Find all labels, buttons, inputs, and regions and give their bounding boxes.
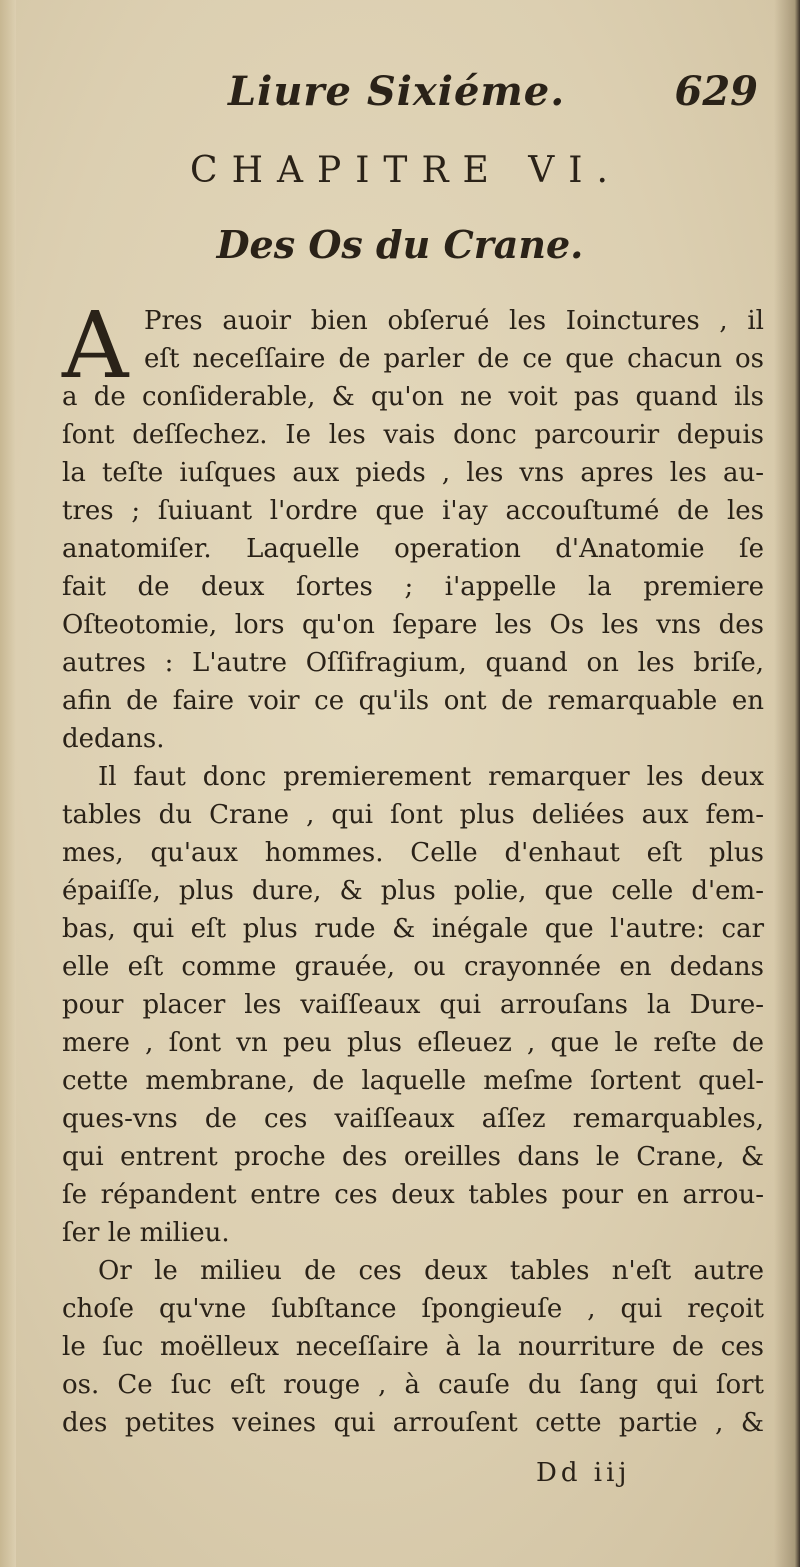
text-line: anatomiſer. Laquelle operation d'Anatomie ſe — [62, 534, 764, 564]
body-text — [62, 292, 764, 1442]
text-line: la teſte iuſques aux pieds , les vns apres les au- — [62, 458, 764, 488]
drop-cap: A — [62, 292, 129, 399]
text-line: elle eſt comme grauée, ou crayonnée en dedans — [62, 952, 764, 982]
text-line: dedans. — [62, 724, 165, 754]
text-line: autres : L'autre Oſſifragium, quand on les briſe, — [62, 648, 764, 678]
text-line: ſe répandent entre ces deux tables pour en arrou- — [62, 1180, 764, 1210]
text-line: ſer le milieu. — [62, 1218, 230, 1248]
text-line: afin de faire voir ce qu'ils ont de remarquable en — [62, 686, 764, 716]
text-line: des petites veines qui arrouſent cette partie , & — [62, 1408, 764, 1438]
running-title: Liure Sixiéme. — [228, 68, 566, 115]
text-line: tres ; ſuiuant l'ordre que i'ay accouſtumé de les — [62, 496, 764, 526]
text-line: pour placer les vaiſſeaux qui arrouſans la Dure- — [62, 990, 764, 1020]
text-line: mes, qu'aux hommes. Celle d'enhaut eſt plus — [62, 838, 764, 868]
catchword: Dd iij — [536, 1458, 631, 1488]
text-line: épaiſſe, plus dure, & plus polie, que celle d'em- — [62, 876, 764, 906]
text-line: Pres auoir bien obſerué les Ioinctures , il — [144, 306, 764, 336]
text-line: fait de deux ſortes ; i'appelle la premiere — [62, 572, 764, 602]
text-line: ſont deſſechez. Ie les vais donc parcourir depuis — [62, 420, 764, 450]
text-line: Or le milieu de ces deux tables n'eſt autre — [98, 1256, 764, 1286]
section-title: Des Os du Crane. — [216, 222, 584, 267]
text-line: Oſteotomie, lors qu'on ſepare les Os les vns des — [62, 610, 764, 640]
text-line: mere , ſont vn peu plus eſleuez , que le reſte de — [62, 1028, 764, 1058]
text-line: eſt neceſſaire de parler de ce que chacun os — [144, 344, 764, 374]
page-number: 629 — [674, 68, 758, 115]
chapter-heading: CHAPITRE VI. — [190, 150, 622, 191]
text-line: tables du Crane , qui ſont plus deliées aux fem- — [62, 800, 764, 830]
text-line: Il faut donc premierement remarquer les deux — [98, 762, 764, 792]
text-line: a de conſiderable, & qu'on ne voit pas quand ils — [62, 382, 764, 412]
page-header — [60, 68, 760, 128]
text-line: bas, qui eſt plus rude & inégale que l'autre: car — [62, 914, 764, 944]
text-line: qui entrent proche des oreilles dans le Crane, & — [62, 1142, 764, 1172]
text-line: choſe qu'vne ſubſtance ſpongieuſe , qui reçoit — [62, 1294, 764, 1324]
text-line: ques-vns de ces vaiſſeaux aſſez remarquables, — [62, 1104, 764, 1134]
text-line: le ſuc moëlleux neceſſaire à la nourriture de ces — [62, 1332, 764, 1362]
text-line: os. Ce ſuc eſt rouge , à cauſe du ſang qui ſort — [62, 1370, 764, 1400]
text-line: cette membrane, de laquelle meſme ſortent quel- — [62, 1066, 764, 1096]
